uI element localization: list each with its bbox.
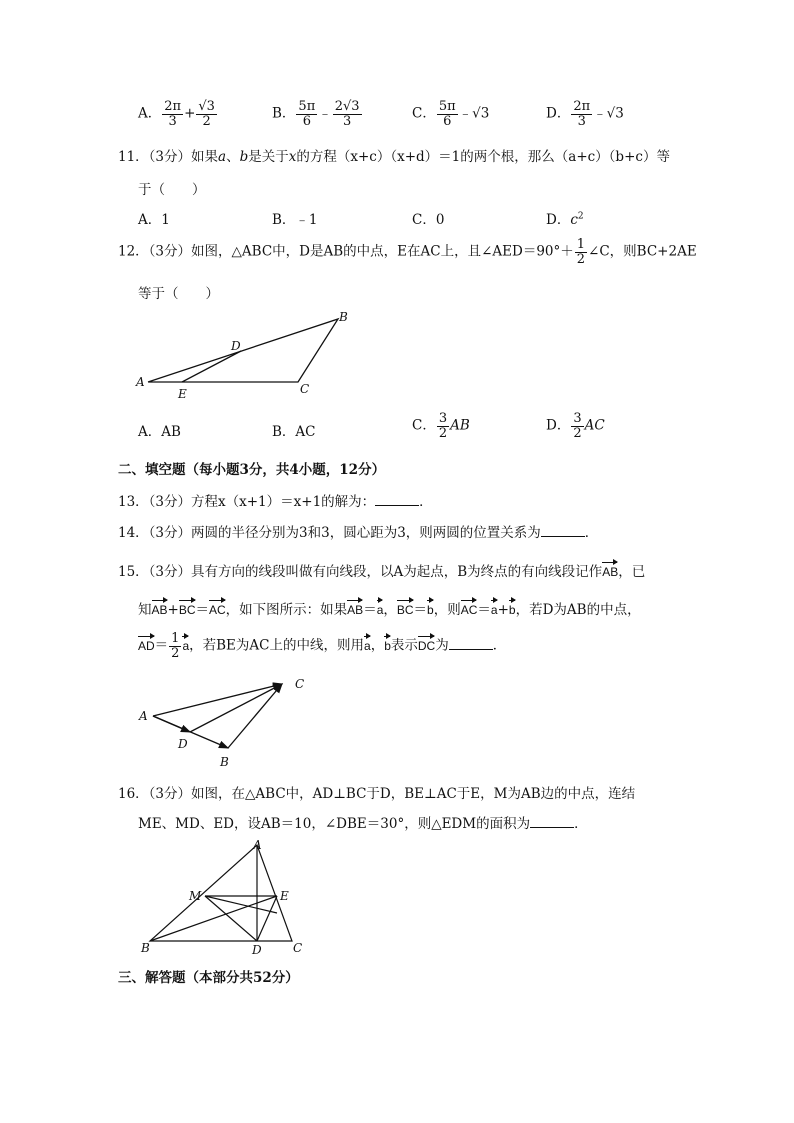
segment-mx [205, 896, 277, 913]
q12-option-a: A．AB [138, 424, 181, 440]
q11-option-a: A．1 [138, 212, 170, 228]
q10-option-d: D． $\frac{2\pi}{3}$ ﹣√3 [546, 99, 624, 129]
q11-option-c: C．0 [412, 212, 445, 228]
vector-ad [153, 716, 190, 732]
answer-blank[interactable] [449, 637, 493, 650]
label-a: A [139, 709, 148, 723]
label-b: B [220, 755, 229, 769]
label-e: E [178, 387, 187, 401]
label-a: A [136, 375, 145, 389]
triangle-abc [150, 845, 292, 941]
answer-blank[interactable] [530, 815, 574, 828]
q11-stem-cont: 于（ ） [138, 182, 206, 198]
label-a: A [253, 838, 262, 852]
q16-line2: ME、MD、ED，设AB＝10，∠DBE＝30°，则△EDM的面积为 ． [138, 816, 588, 832]
answer-blank[interactable] [541, 524, 585, 537]
q10-option-c: C． $\frac{5\pi}{6}$ ﹣√3 [412, 99, 490, 129]
triangle-abc [148, 319, 338, 382]
label-e: E [280, 889, 289, 903]
label-d: D [231, 339, 241, 353]
q10-option-b: B． $\frac{5\pi}{6}$ ﹣ $\frac{2√3}{3}$ [272, 99, 360, 129]
q12-option-d: D． $\frac{3}{2}$ AC [546, 411, 605, 441]
q12-stem: 12．（3分）如图，△ABC中，D是AB的中点，E在AC上，且∠AED＝90°＋ $\frac{1}{2}$ ∠C，则BC+2AE [118, 237, 697, 267]
q15-line3: AD＝ $\frac{1}{2}$ a，若BE为AC上的中线，则用a，b表示DC为 ． [138, 631, 507, 661]
answer-blank[interactable] [375, 493, 419, 506]
q12-triangle-figure [130, 305, 360, 405]
q16-line1: 16．（3分）如图，在△ABC中，AD⊥BC于D，BE⊥AC于E，M为AB边的中点，连结 [118, 786, 636, 802]
label-b: B [141, 941, 150, 955]
section-heading-solve: 三、解答题（本部分共52分） [118, 970, 299, 986]
q11-stem: 11．（3分）如果a、b是关于x的方程（x+c）（x+d）＝1的两个根，那么（a+c）（b+c）等 [118, 149, 670, 165]
label-b: B [339, 310, 348, 324]
label-d: D [178, 737, 188, 751]
vector-ac [153, 684, 282, 716]
label-c: C [293, 941, 303, 955]
q11-option-b: B．﹣1 [272, 212, 318, 228]
vector-bc [228, 684, 282, 748]
q15-line1: 15．（3分）具有方向的线段叫做有向线段，以A为起点，B为终点的有向线段记作AB，已 [118, 564, 646, 580]
q11-option-d: D．$c^2$ [546, 211, 584, 228]
label-d: D [252, 943, 262, 957]
section-heading-fill-in: 二、填空题（每小题3分，共4小题，12分） [118, 462, 386, 478]
q10-option-a: A． $\frac{2\pi}{3}$ + $\frac{√3}{2}$ [138, 99, 215, 129]
label-c: C [295, 677, 305, 691]
vector-dc [190, 684, 282, 732]
q16-triangle-figure [135, 835, 315, 960]
q12-option-b: B．AC [272, 424, 316, 440]
segment-ed [257, 896, 277, 941]
q12-option-c: C． $\frac{3}{2}$ AB [412, 411, 470, 441]
q15-vector-figure [130, 672, 330, 772]
q14-stem: 14．（3分）两圆的半径分别为3和3，圆心距为3，则两圆的位置关系为 ． [118, 525, 599, 541]
label-m: M [189, 889, 202, 903]
q15-line2: 知AB+BC＝AC，如下图所示：如果AB＝a，BC＝b，则AC＝a+b，若D为AB的中点， [138, 602, 641, 618]
segment-de [182, 351, 241, 382]
q12-stem-cont: 等于（ ） [138, 286, 219, 302]
label-c: C [300, 382, 310, 396]
q13-stem: 13．（3分）方程x（x+1）＝x+1的解为： ． [118, 494, 433, 510]
